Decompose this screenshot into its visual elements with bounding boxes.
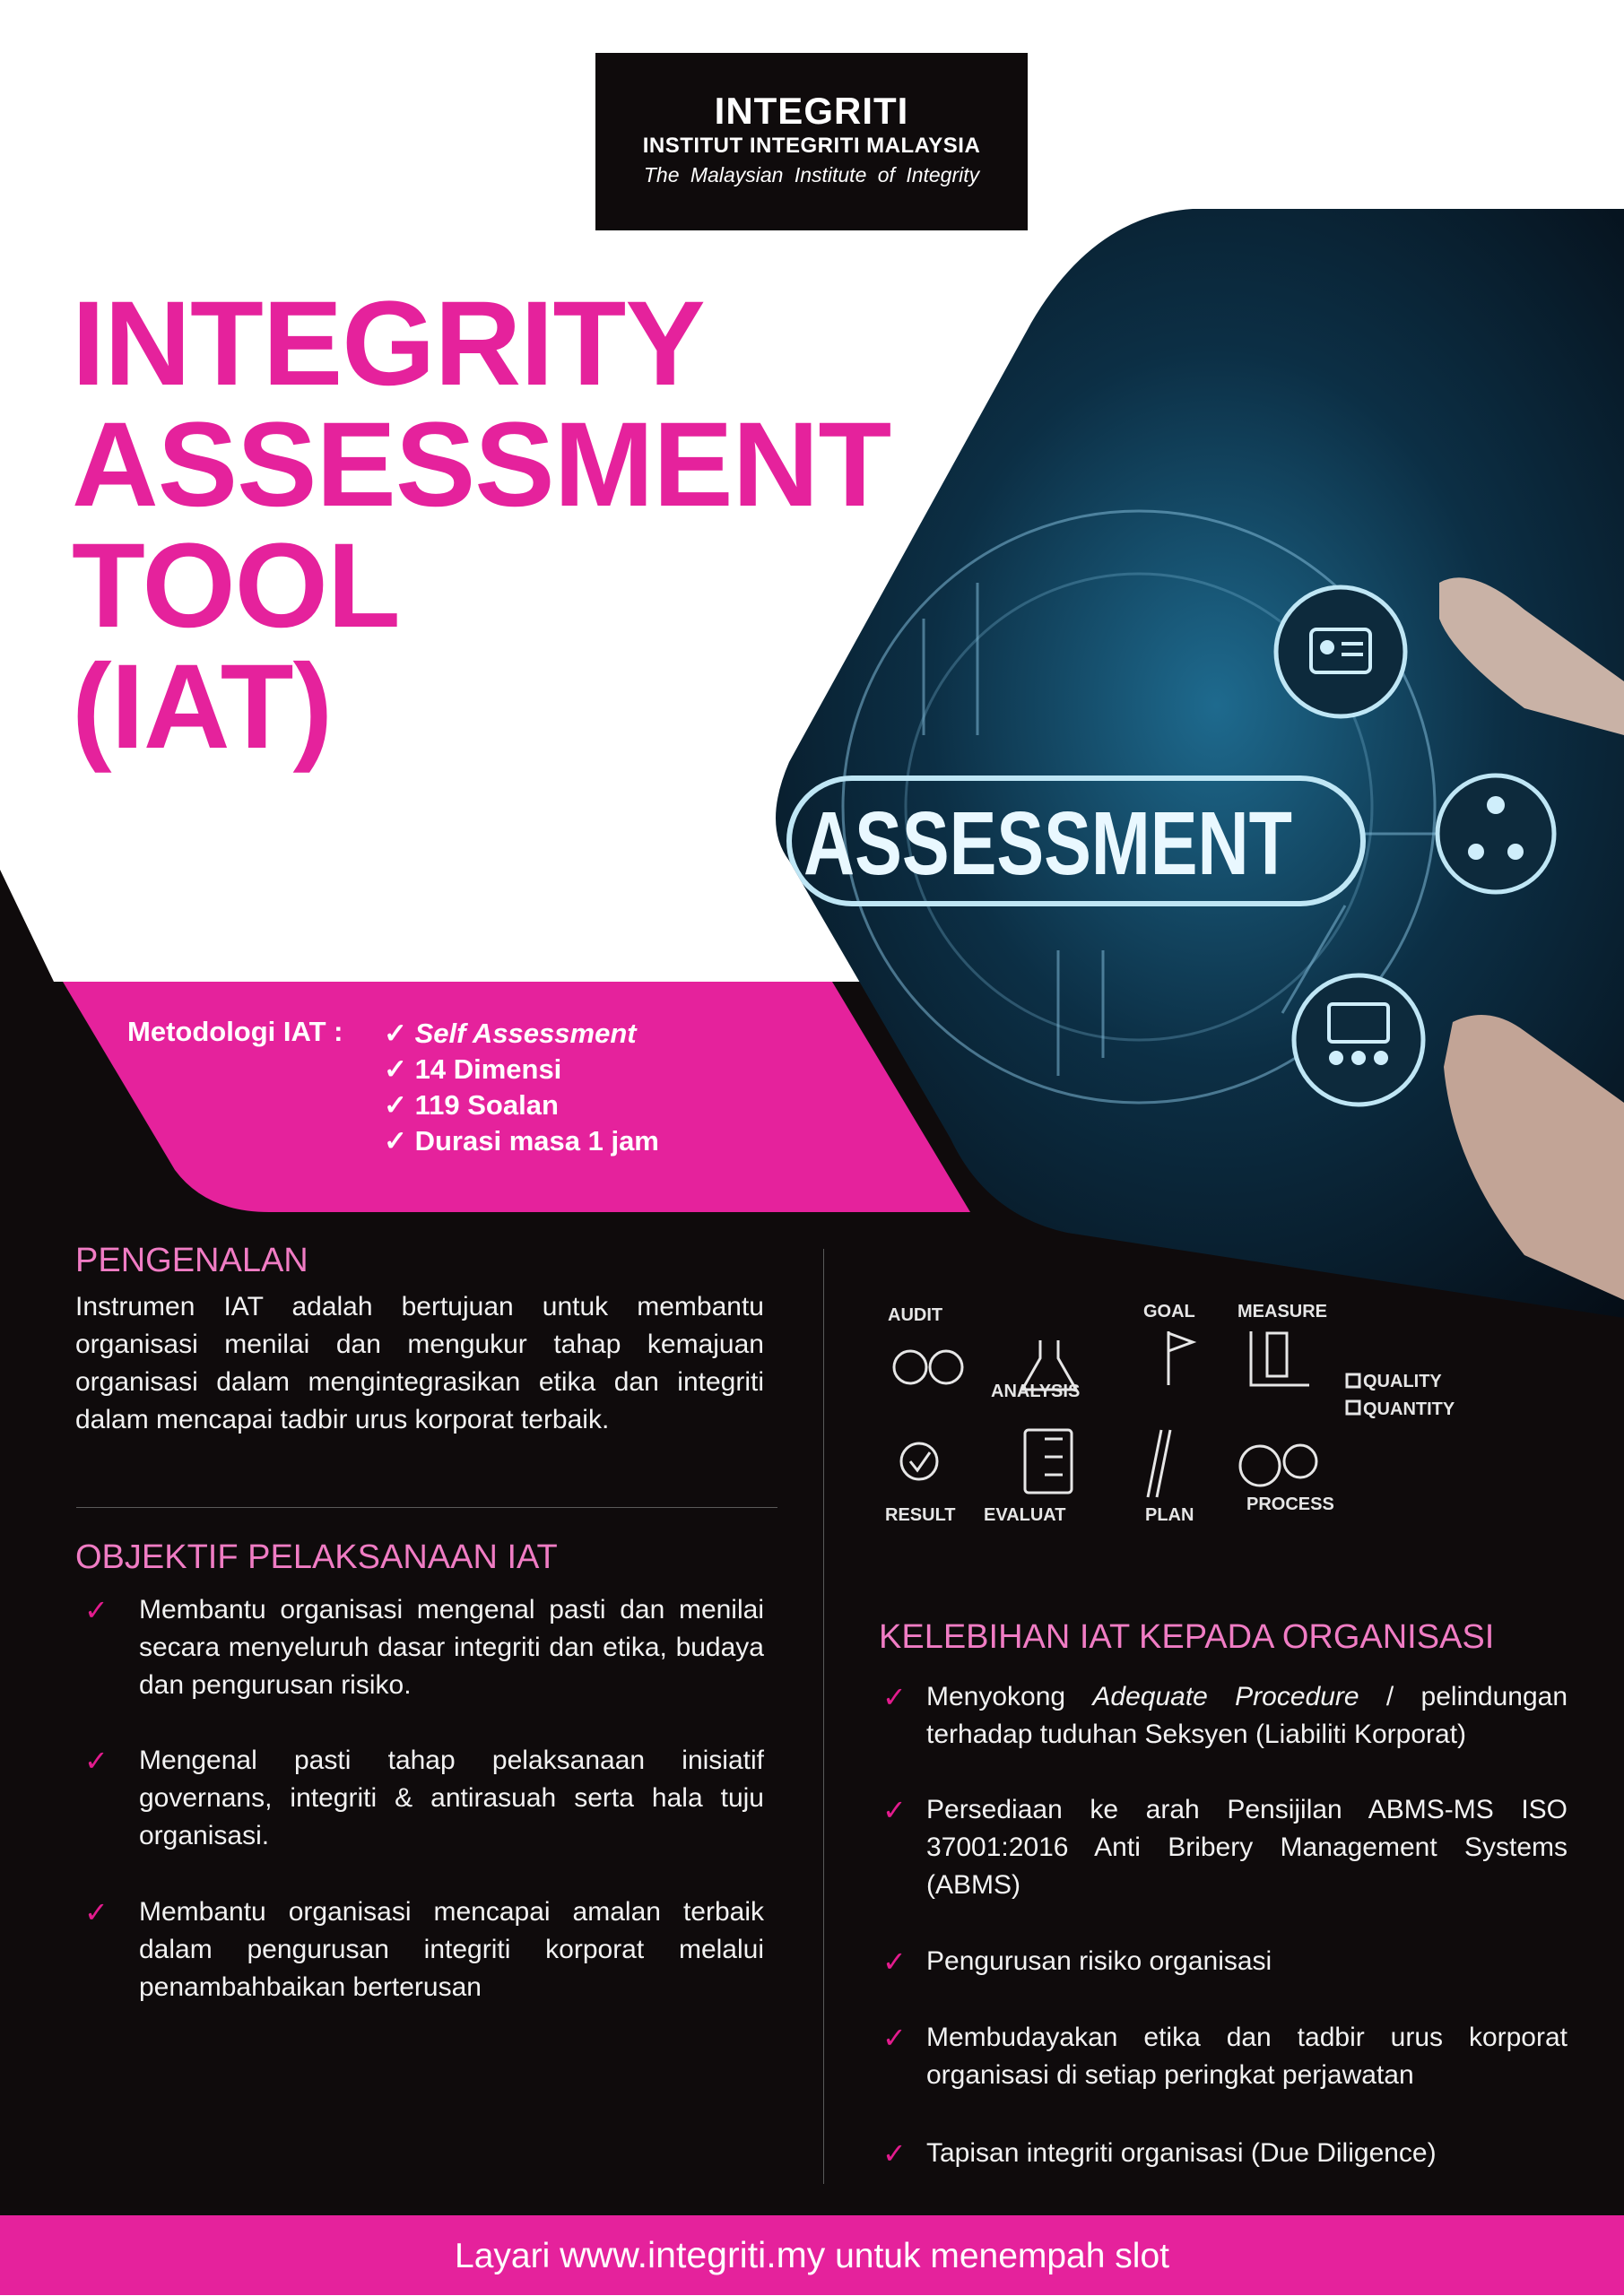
footer-post: untuk menempah slot <box>825 2237 1169 2275</box>
illustration-label: MEASURE <box>1238 1302 1328 1321</box>
website-link[interactable]: www.integriti.my <box>560 2234 826 2275</box>
page-title <box>72 277 933 774</box>
logo-tagline: The Malaysian Institute of Integrity <box>643 163 980 186</box>
illustration-label: PLAN <box>1145 1505 1194 1525</box>
check-icon: ✓ <box>384 1018 407 1049</box>
check-icon: ✓ <box>882 1945 907 1978</box>
logo-org: INSTITUT INTEGRITI MALAYSIA <box>642 134 981 158</box>
check-icon: ✓ <box>84 1896 109 1928</box>
footer-banner <box>0 2215 1624 2295</box>
illustration-label: AUDIT <box>888 1305 943 1325</box>
illustration-label: QUALITY <box>1363 1372 1442 1391</box>
column-divider <box>823 1249 824 2184</box>
kelebihan-item: Menyokong Adequate Procedure / pelindungan terhadap tuduhan Seksyen (Liabiliti Korporat) <box>926 1682 1568 1749</box>
objektif-heading: OBJEKTIF PELAKSANAAN IAT <box>75 1538 558 1576</box>
illustration-label: EVALUAT <box>984 1505 1066 1525</box>
check-icon: ✓ <box>84 1745 109 1777</box>
section-divider <box>76 1507 777 1508</box>
check-icon: ✓ <box>384 1053 407 1085</box>
methodology-list <box>384 1016 659 1159</box>
title-line: ASSESSMENT <box>72 398 891 532</box>
check-icon: ✓ <box>882 2022 907 2054</box>
illustration-label: PROCESS <box>1246 1495 1334 1514</box>
integriti-logo <box>595 53 1028 230</box>
check-icon: ✓ <box>84 1594 109 1626</box>
check-icon: ✓ <box>882 1681 907 1713</box>
assessment-word: ASSESSMENT <box>803 793 1292 894</box>
check-icon: ✓ <box>882 1794 907 1826</box>
pengenalan-text: Instrumen IAT adalah bertujuan untuk membantu organisasi menilai dan mengukur tahap kemajuan organisasi dalam mengintegrasikan etika dan integriti dalam mencapai tadbir urus korporat terbaik. <box>75 1292 764 1434</box>
title-line: TOOL <box>72 519 400 653</box>
pengenalan-heading: PENGENALAN <box>75 1242 308 1279</box>
illustration-label: RESULT <box>885 1505 956 1525</box>
logo-name: INTEGRITI <box>714 90 909 132</box>
chalk-illustration <box>874 1295 1520 1538</box>
illustration-label: QUANTITY <box>1363 1399 1455 1419</box>
methodology-item: ✓ 119 Soalan <box>384 1089 559 1121</box>
kelebihan-item: Tapisan integriti organisasi (Due Diligence) <box>926 2138 1437 2168</box>
check-icon: ✓ <box>384 1089 407 1121</box>
check-icon: ✓ <box>882 2137 907 2170</box>
kelebihan-item: Membudayakan etika dan tadbir urus korporat organisasi di setiap peringkat perjawatan <box>926 2023 1568 2090</box>
check-icon: ✓ <box>384 1125 407 1157</box>
objektif-item: Membantu organisasi mencapai amalan terbaik dalam pengurusan integriti korporat melalui penambahbaikan berterusan <box>139 1897 764 2002</box>
kelebihan-heading: KELEBIHAN IAT KEPADA ORGANISASI <box>879 1618 1495 1656</box>
objektif-item: Membantu organisasi mengenal pasti dan menilai secara menyeluruh dasar integriti dan etika, budaya dan pengurusan risiko. <box>139 1595 764 1700</box>
methodology-label: Metodologi IAT : <box>127 1016 343 1047</box>
objektif-item: Mengenal pasti tahap pelaksanaan inisiatif governans, integriti & antirasuah serta hala tuju organisasi. <box>139 1746 764 1850</box>
kelebihan-item: Pengurusan risiko organisasi <box>926 1946 1272 1976</box>
footer-pre: Layari <box>455 2237 560 2275</box>
methodology-item: ✓ Durasi masa 1 jam <box>384 1125 659 1157</box>
methodology-item: ✓ 14 Dimensi <box>384 1053 562 1085</box>
illustration-label: ANALYSIS <box>991 1382 1081 1401</box>
title-line: INTEGRITY <box>72 277 705 411</box>
title-line: (IAT) <box>72 640 333 774</box>
kelebihan-item: Persediaan ke arah Pensijilan ABMS-MS ISO 37001:2016 Anti Bribery Management Systems (ABMS) <box>926 1795 1568 1900</box>
illustration-label: GOAL <box>1143 1302 1195 1321</box>
methodology-item: ✓ Self Assessment <box>384 1018 637 1049</box>
